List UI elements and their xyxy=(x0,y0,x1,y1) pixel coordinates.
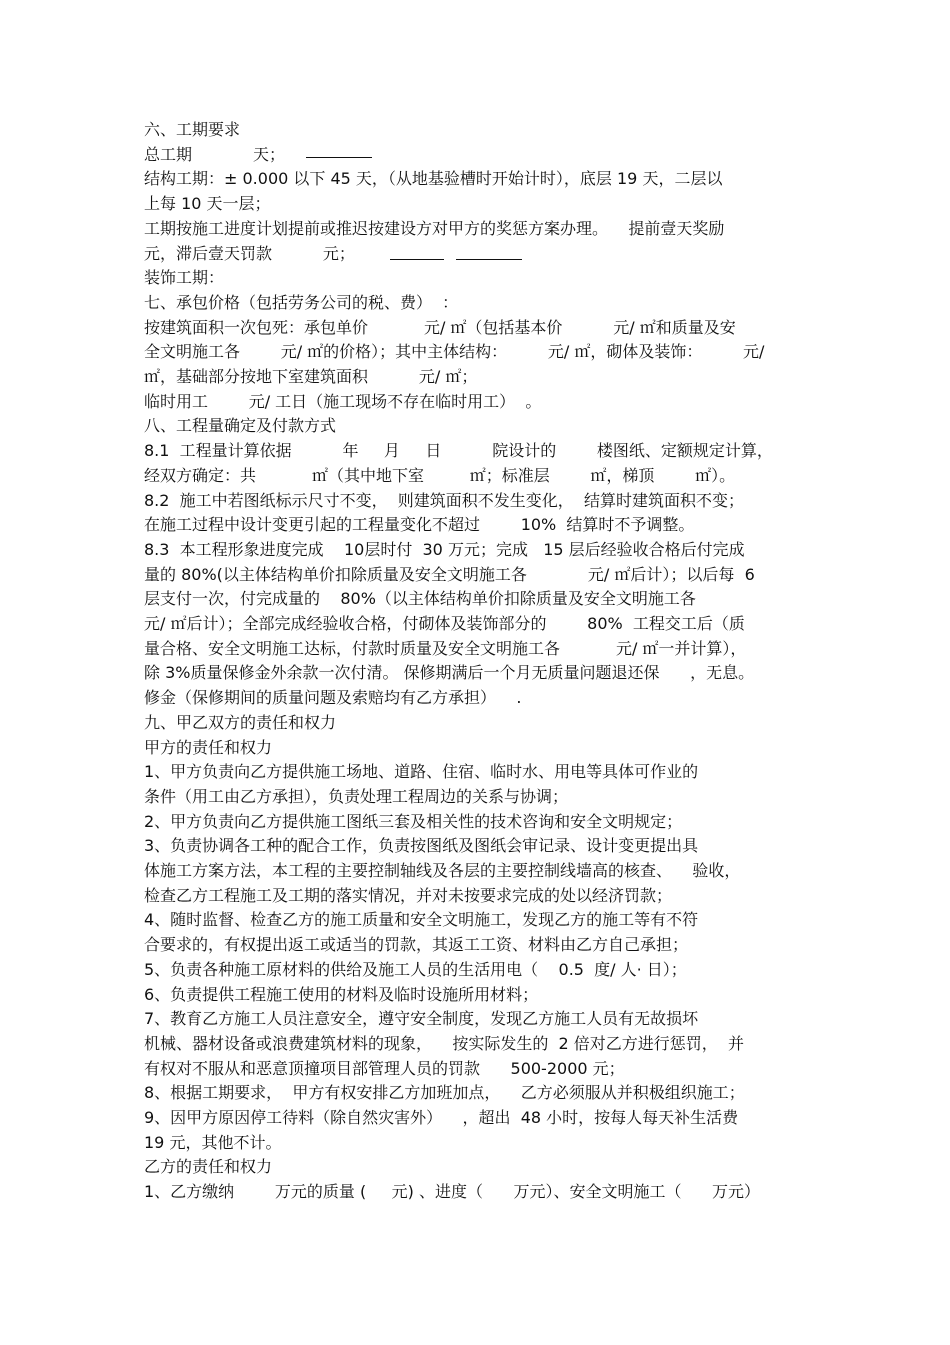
text-line: 8.2 施工中若图纸标示尺寸不变， 则建筑面积不发生变化， 结算时建筑面积不变； xyxy=(144,490,744,510)
text-line: 元，滞后壹天罚款 元； xyxy=(144,243,355,263)
text-line: 5、负责各种施工原材料的供给及施工人员的生活用电（ 0.5 度/ 人· 日）； xyxy=(144,959,687,979)
text-line: 按建筑面积一次包死：承包单价 元/ ㎡（包括基本价 元/ ㎡和质量及安 xyxy=(144,317,736,337)
text-line: 检查乙方工程施工及工期的落实情况，并对未按要求完成的处以经济罚款； xyxy=(144,885,673,905)
text-line: 量合格、安全文明施工达标，付款时质量及安全文明施工各 元/ ㎡一并计算）， xyxy=(144,638,747,658)
text-line: 工期按施工进度计划提前或推迟按建设方对甲方的奖惩方案办理。 提前壹天奖励 xyxy=(144,218,725,238)
blank-line-penalty xyxy=(456,259,522,260)
text-line: 7、教育乙方施工人员注意安全，遵守安全制度，发现乙方施工人员有无故损坏 xyxy=(144,1009,699,1029)
text-line: 上每 10 天一层； xyxy=(144,194,271,214)
text-line: 临时用工 元/ 工日（施工现场不存在临时用工） 。 xyxy=(144,391,542,411)
text-line: 装饰工期： xyxy=(144,268,225,288)
text-line: 条件（用工由乙方承担），负责处理工程周边的关系与协调； xyxy=(144,786,569,806)
text-line: 有权对不服从和恶意顶撞项目部管理人员的罚款 500-2000 元； xyxy=(144,1058,625,1078)
text-line: 6、负责提供工程施工使用的材料及临时设施所用材料； xyxy=(144,984,539,1004)
text-line: 量的 80%(以主体结构单价扣除质量及安全文明施工各 元/ ㎡后计）；以后每 6 xyxy=(144,564,755,584)
text-line: 1、乙方缴纳 万元的质量 ( 元) 、进度（ 万元）、安全文明施工（ 万元） xyxy=(144,1182,760,1202)
text-line: 8、根据工期要求， 甲方有权安排乙方加班加点， 乙方必须服从并积极组织施工； xyxy=(144,1083,745,1103)
text-line: 9、因甲方原因停工待料（除自然灾害外） ，超出 48 小时，按每人每天补生活费 xyxy=(144,1108,739,1127)
text-line: 层支付一次，付完成量的 80%（以主体结构单价扣除质量及安全文明施工各 xyxy=(144,589,696,609)
blank-line-total-period xyxy=(306,157,372,158)
text-line: 除 3%质量保修金外余款一次付清。 保修期满后一个月无质量问题退还保 ，无息。 xyxy=(144,663,755,683)
text-line: 8.1 工程量计算依据 年 月 日 院设计的 楼图纸、定额规定计算， xyxy=(144,441,773,461)
text-line: 甲方的责任和权力 xyxy=(144,737,273,757)
text-line: 19 元，其他不计。 xyxy=(144,1132,282,1152)
text-line: 乙方的责任和权力 xyxy=(144,1157,273,1177)
text-line: 结构工期：± 0.000 以下 45 天，（从地基验槽时开始计时），底层 19 天，二层以 xyxy=(144,169,723,189)
text-line: 全文明施工各 元/ ㎡的价格）；其中主体结构： 元/ ㎡，砌体及装饰： 元/ xyxy=(144,342,765,362)
text-line: 九、甲乙双方的责任和权力 xyxy=(144,712,337,732)
text-line: 2、甲方负责向乙方提供施工图纸三套及相关性的技术咨询和安全文明规定； xyxy=(144,811,683,831)
text-line: 八、工程量确定及付款方式 xyxy=(144,416,337,436)
text-line: 4、随时监督、检查乙方的施工质量和安全文明施工，发现乙方的施工等有不符 xyxy=(144,910,699,930)
text-line: 体施工方案方法，本工程的主要控制轴线及各层的主要控制线墙高的核查、 验收， xyxy=(144,861,741,880)
text-line: 七、承包价格（包括劳务公司的税、费） ： xyxy=(144,292,459,312)
blank-line-reward xyxy=(390,259,444,260)
text-line: 经双方确定：共 ㎡（其中地下室 ㎡；标准层 ㎡，梯顶 ㎡）。 xyxy=(144,465,736,485)
text-line: 8.3 本工程形象进度完成 10层时付 30 万元；完成 15 层后经验收合格后付完成 xyxy=(144,539,745,559)
text-line: 修金（保修期间的质量问题及索赔均有乙方承担） . xyxy=(144,688,522,708)
text-line: 元/ ㎡后计）；全部完成经验收合格，付砌体及装饰部分的 80% 工程交工后（质 xyxy=(144,614,745,633)
text-line: 3、负责协调各工种的配合工作，负责按图纸及图纸会审记录、设计变更提出具 xyxy=(144,836,699,856)
text-line: 六、工期要求 xyxy=(144,120,241,139)
text-line: 总工期 天； xyxy=(144,144,286,164)
text-line: ㎡，基础部分按地下室建筑面积 元/ ㎡； xyxy=(144,367,478,386)
text-line: 机械、器材设备或浪费建筑材料的现象， 按实际发生的 2 倍对乙方进行惩罚， 并 xyxy=(144,1033,744,1053)
text-line: 1、甲方负责向乙方提供施工场地、道路、住宿、临时水、用电等具体可作业的 xyxy=(144,762,699,782)
text-line: 在施工过程中设计变更引起的工程量变化不超过 10% 结算时不予调整。 xyxy=(144,515,695,535)
text-line: 合要求的，有权提出返工或适当的罚款，其返工工资、材料由乙方自己承担； xyxy=(144,935,689,955)
